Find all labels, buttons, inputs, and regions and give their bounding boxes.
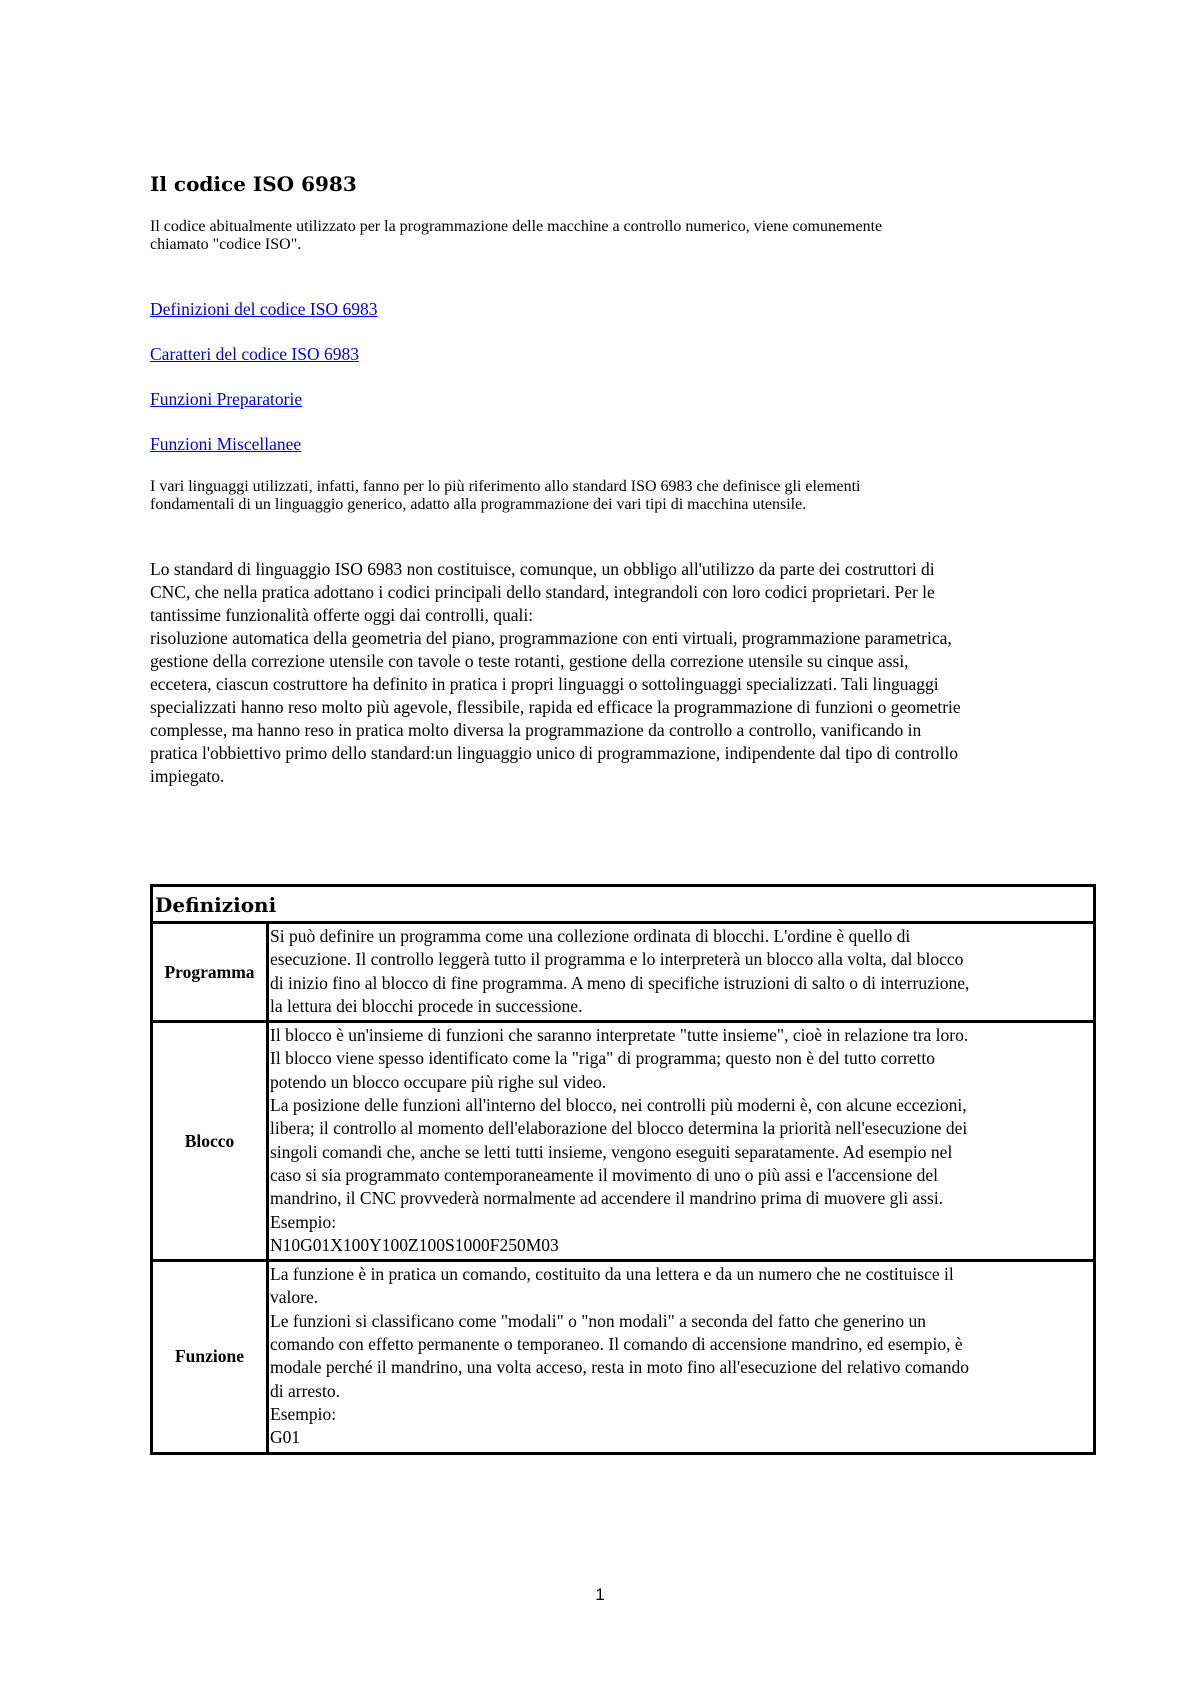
text-line: potendo un blocco occupare più righe sul video. xyxy=(270,1071,607,1092)
text-line: CNC, che nella pratica adottano i codici principali dello standard, integrandoli con loro codici proprietari. Per le xyxy=(150,582,935,602)
text-line: libera; il controllo al momento dell'elaborazione del blocco determina la priorità nell'esecuzione dei xyxy=(270,1118,968,1139)
table-row xyxy=(152,1261,1095,1453)
text-line: mandrino, il CNC provvederà normalmente ad accendere il mandrino prima di muovere gli assi. xyxy=(270,1188,944,1209)
table-row xyxy=(152,1022,1095,1261)
text-line: risoluzione automatica della geometria del piano, programmazione con enti virtuali, programmazione parametrica, xyxy=(150,628,952,648)
text-line: valore. xyxy=(270,1287,319,1308)
text-line: I vari linguaggi utilizzati, infatti, fanno per lo più riferimento allo standard ISO 6983 che definisce gli elementi xyxy=(150,478,861,495)
text-line: impiegato. xyxy=(150,766,225,786)
table-header: Definizioni xyxy=(152,886,1095,923)
term-programma: Programma xyxy=(152,923,268,1022)
text-line: Il blocco viene spesso identificato come la "riga" di programma; questo non è del tutto corretto xyxy=(270,1048,935,1069)
link-funzioni-miscellanee[interactable]: Funzioni Miscellanee xyxy=(150,434,302,454)
text-line: di arresto. xyxy=(270,1380,340,1401)
page-number: 1 xyxy=(595,1585,605,1604)
term-blocco: Blocco xyxy=(152,1022,268,1261)
text-line: N10G01X100Y100Z100S1000F250M03 xyxy=(270,1234,559,1255)
text-line: Si può definire un programma come una collezione ordinata di blocchi. L'ordine è quello di xyxy=(270,926,911,946)
text-line: caso si sia programmato contemporaneamente il movimento di uno o più assi e l'accensione del xyxy=(270,1164,938,1185)
desc-blocco xyxy=(268,1022,1095,1261)
text-line: singoli comandi che, anche se letti tutti insieme, vengono eseguiti separatamente. Ad esempio nel xyxy=(270,1141,953,1162)
text-line: La posizione delle funzioni all'interno del blocco, nei controlli più moderni è, con alcune eccezioni, xyxy=(270,1095,967,1116)
text-line: complesse, ma hanno reso in pratica molto diversa la programmazione da controllo a controllo, vanificando in xyxy=(150,720,922,740)
text-line: Esempio: xyxy=(270,1211,337,1232)
text-line: specializzati hanno reso molto più agevole, flessibile, rapida ed efficace la programmazione di funzioni o geometrie xyxy=(150,697,961,717)
text-line: di inizio fino al blocco di fine programma. A meno di specifiche istruzioni di salto o di interruzione, xyxy=(270,972,970,993)
table-row xyxy=(152,923,1095,1022)
definitions-table xyxy=(150,884,1096,1455)
text-line: Esempio: xyxy=(270,1403,337,1424)
text-line: La funzione è in pratica un comando, costituito da una lettera e da un numero che ne costituisce il xyxy=(270,1264,954,1285)
text-line: Il blocco è un'insieme di funzioni che saranno interpretate "tutte insieme", cioè in relazione tra loro. xyxy=(270,1025,969,1046)
text-line: Lo standard di linguaggio ISO 6983 non costituisce, comunque, un obbligo all'utilizzo da parte dei costruttori di xyxy=(150,559,935,579)
text-line: la lettura dei blocchi procede in successione. xyxy=(270,995,583,1016)
text-line: modale perché il mandrino, una volta acceso, resta in moto fino all'esecuzione del relativo comando xyxy=(270,1357,970,1378)
link-funzioni-preparatorie[interactable]: Funzioni Preparatorie xyxy=(150,389,303,409)
desc-programma xyxy=(268,923,1095,1022)
desc-funzione xyxy=(268,1261,1095,1453)
text-line: fondamentali di un linguaggio generico, adatto alla programmazione dei vari tipi di macchina utensile. xyxy=(150,496,807,513)
text-line: eccetera, ciascun costruttore ha definito in pratica i propri linguaggi o sottolinguaggi specializzati. Tali linguaggi xyxy=(150,674,939,694)
text-line: esecuzione. Il controllo leggerà tutto il programma e lo interpreterà un blocco alla volta, dal blocco xyxy=(270,949,964,970)
text-line: comando con effetto permanente o temporaneo. Il comando di accensione mandrino, ed esempio, è xyxy=(270,1334,963,1355)
term-funzione: Funzione xyxy=(152,1261,268,1453)
text-line: chiamato "codice ISO". xyxy=(150,236,302,253)
text-line: pratica l'obbiettivo primo dello standard:un linguaggio unico di programmazione, indipendente dal tipo di controllo xyxy=(150,743,958,763)
link-definizioni[interactable]: Definizioni del codice ISO 6983 xyxy=(150,299,378,319)
text-line: tantissime funzionalità offerte oggi dai controlli, quali: xyxy=(150,605,534,625)
link-caratteri[interactable]: Caratteri del codice ISO 6983 xyxy=(150,344,359,364)
text-line: Il codice abitualmente utilizzato per la programmazione delle macchine a controllo numerico, viene comunemente xyxy=(150,218,883,235)
text-line: Le funzioni si classificano come "modali" o "non modali" a seconda del fatto che generino un xyxy=(270,1310,926,1331)
text-line: G01 xyxy=(270,1427,301,1448)
document-body xyxy=(150,172,1096,788)
paragraph-linguaggi xyxy=(150,558,1096,788)
page-title: Il codice ISO 6983 xyxy=(150,172,357,196)
text-line: gestione della correzione utensile con tavole o teste rotanti, gestione della correzione utensile su cinque assi, xyxy=(150,651,909,671)
